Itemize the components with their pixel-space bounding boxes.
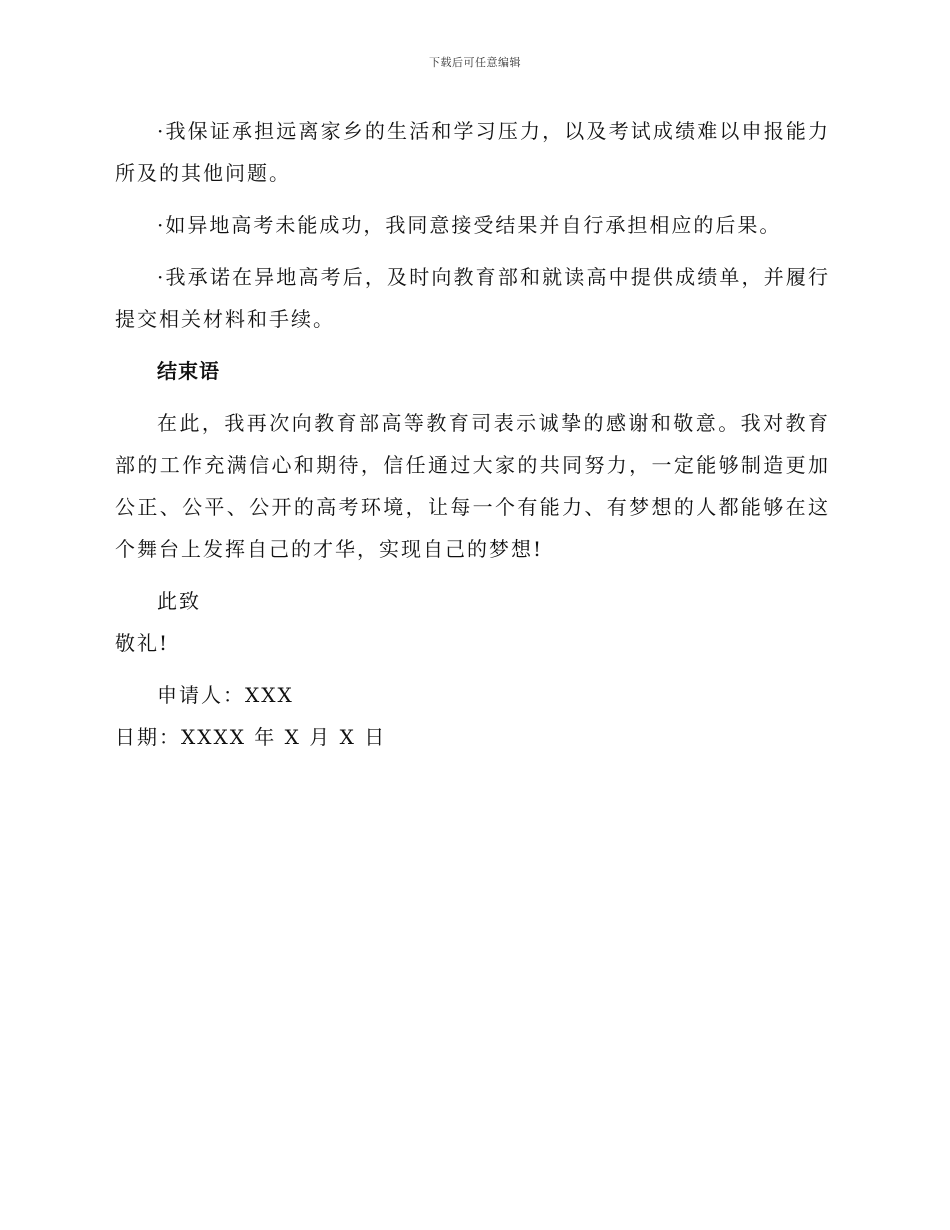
commitment-item: ·我承诺在异地高考后，及时向教育部和就读高中提供成绩单，并履行提交相关材料和手续。 <box>115 265 830 331</box>
date-line: 日期：XXXX 年 X 月 X 日 <box>115 725 387 749</box>
commitment-item: ·我保证承担远离家乡的生活和学习压力，以及考试成绩难以申报能力所及的其他问题。 <box>115 119 830 185</box>
page-header: 下载后可任意编辑 <box>429 56 521 69</box>
salutation-line: 敬礼! <box>115 631 170 655</box>
closing-paragraph: 在此，我再次向教育部高等教育司表示诚挚的感谢和敬意。我对教育部的工作充满信心和期待，信任通过大家的共同努力，一定能够制造更加公正、公平、公开的高考环境，让每一个有能力、有梦想的人都能够在这个舞台上发挥自己的才华，实现自己的梦想! <box>115 411 830 561</box>
applicant-line: 申请人：XXX <box>157 683 294 707</box>
commitment-item: ·如异地高考未能成功，我同意接受结果并自行承担相应的后果。 <box>157 213 782 237</box>
section-heading: 结束语 <box>157 359 220 383</box>
document-body <box>115 110 830 758</box>
salutation-line: 此致 <box>157 589 201 613</box>
